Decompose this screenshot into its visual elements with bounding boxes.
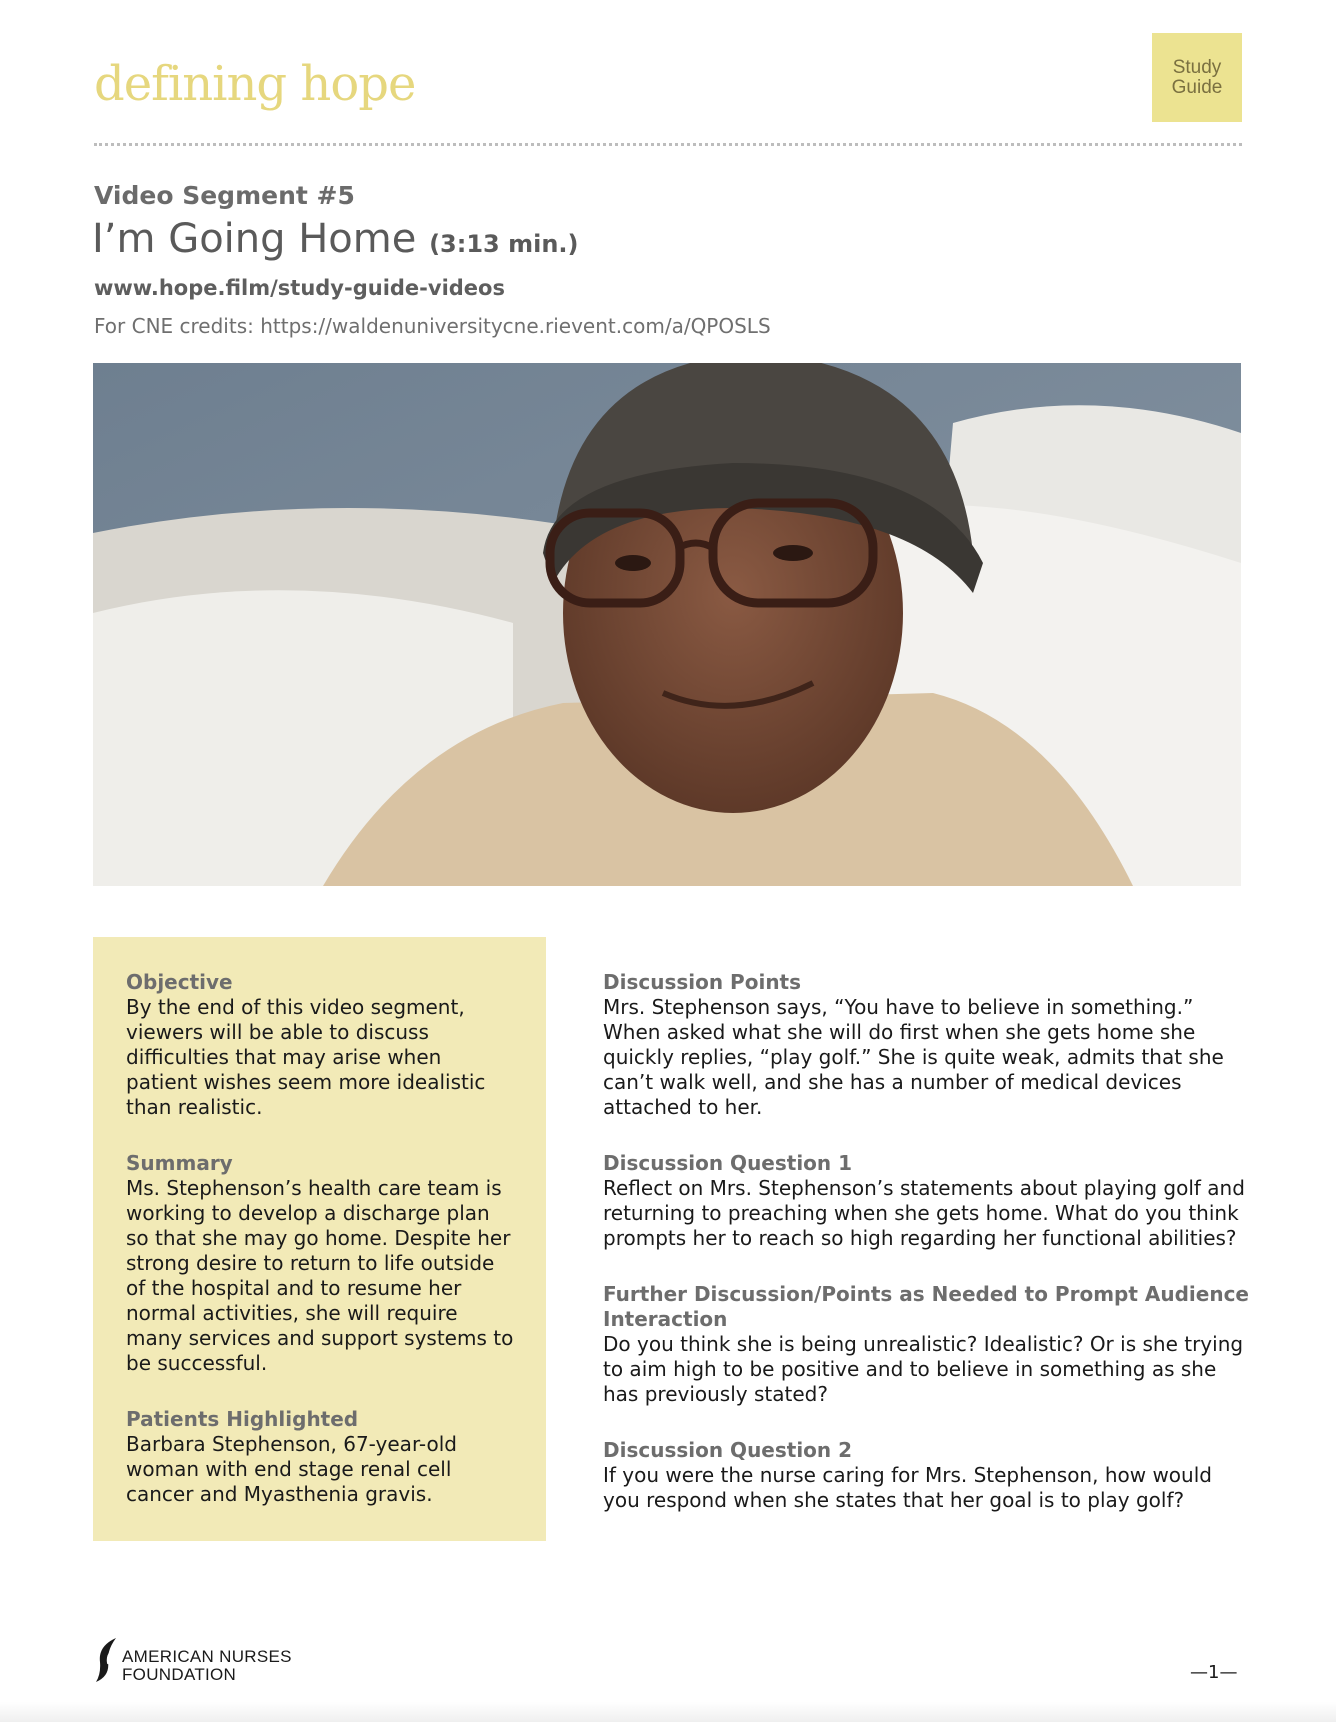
page-number: —1— — [1190, 1662, 1238, 1683]
patients-heading: Patients Highlighted — [126, 1407, 359, 1431]
logo-line-1: AMERICAN NURSES — [122, 1647, 292, 1666]
patient-photo — [93, 363, 1241, 886]
summary-text: Ms. Stephenson’s health care team is working to develop a discharge plan so that she may go home. Despite her strong desire to return to life outside of the hospital and to resume her normal activities, she will require many services and support systems to be successful. — [126, 1176, 514, 1375]
title-text: I’m Going Home — [92, 216, 417, 262]
discussion-points-text: Mrs. Stephenson says, “You have to believe in something.” When asked what she will do first when she gets home she quickly replies, “play golf.” She is quite weak, admits that she can’t walk well, and she has a number of medical devices attached to her. — [603, 995, 1224, 1119]
question-2-text: If you were the nurse caring for Mrs. Stephenson, how would you respond when she states that her goal is to play golf? — [603, 1463, 1212, 1512]
question-2-heading: Discussion Question 2 — [603, 1438, 853, 1462]
page-title — [92, 216, 579, 262]
ana-foundation-logo — [94, 1636, 314, 1686]
cne-credits[interactable]: For CNE credits: https://waldenuniversitycne.rievent.com/a/QPOSLS — [94, 314, 771, 338]
dotted-divider — [94, 143, 1242, 146]
viewer-bottom-edge — [0, 1702, 1336, 1722]
objective-heading: Objective — [126, 970, 233, 994]
summary-heading: Summary — [126, 1151, 233, 1175]
discussion-points-heading: Discussion Points — [603, 970, 802, 994]
discussion-column — [603, 970, 1253, 1544]
question-1-heading: Discussion Question 1 — [603, 1151, 853, 1175]
question-1-text: Reflect on Mrs. Stephenson’s statements about playing golf and returning to preaching when she gets home. What do you think prompts her to reach so high regarding her functional abilities? — [603, 1176, 1245, 1250]
further-discussion-text: Do you think she is being unrealistic? Idealistic? Or is she trying to aim high to be positive and to believe in something as she has previously stated? — [603, 1332, 1244, 1406]
objective-text: By the end of this video segment, viewers will be able to discuss difficulties that may arise when patient wishes seem more idealistic than realistic. — [126, 995, 486, 1119]
flame-logo-icon — [94, 1636, 120, 1684]
further-discussion-heading: Further Discussion/Points as Needed to Prompt Audience Interaction — [603, 1282, 1249, 1331]
duration: (3:13 min.) — [429, 230, 579, 258]
logo-line-2: FOUNDATION — [122, 1665, 237, 1684]
video-url[interactable]: www.hope.film/study-guide-videos — [94, 276, 505, 300]
photo-illustration — [93, 363, 1241, 886]
objective-panel — [93, 937, 546, 1541]
badge-line-1: Study — [1172, 57, 1222, 78]
study-guide-badge — [1152, 33, 1242, 122]
patients-text: Barbara Stephenson, 67-year-old woman with end stage renal cell cancer and Myasthenia gravis. — [126, 1432, 457, 1506]
segment-label: Video Segment #5 — [94, 181, 355, 210]
brand-wordmark: defining hope — [94, 56, 416, 112]
badge-line-2: Guide — [1171, 77, 1223, 98]
